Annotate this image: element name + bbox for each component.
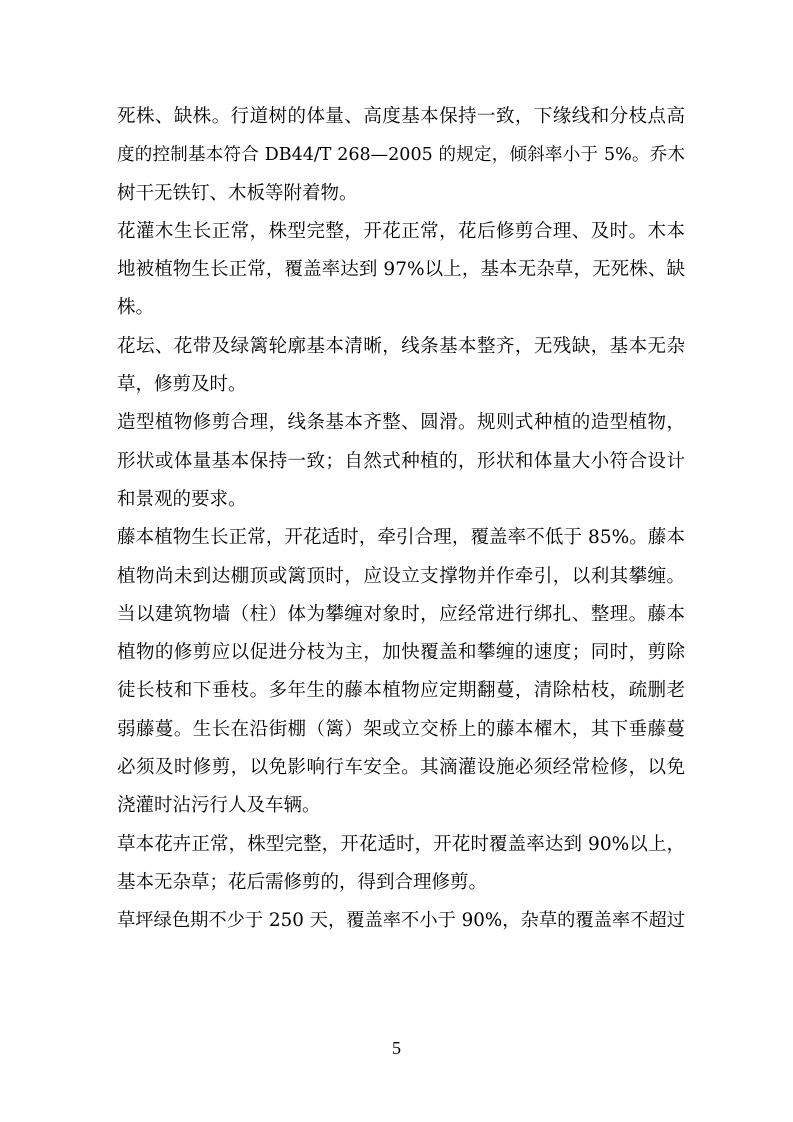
text-line: 度的控制基本符合 DB44/T 268—2005 的规定，倾斜率小于 5%。乔木	[117, 145, 685, 166]
text-line: 花灌木生长正常，株型完整，开花正常，花后修剪合理、及时。木本	[117, 220, 685, 242]
text-line: 草，修剪及时。	[117, 374, 247, 396]
text-line: 草坪绿色期不少于 250 天，覆盖率不小于 90%，杂草的覆盖率不超过	[117, 910, 685, 932]
text-line: 形状或体量基本保持一致；自然式种植的，形状和体量大小符合设计	[117, 450, 685, 472]
text-line: 造型植物修剪合理，线条基本齐整、圆滑。规则式种植的造型植物，	[117, 412, 685, 434]
text-line: 株。	[117, 297, 155, 319]
page-number: 5	[392, 1038, 401, 1058]
text-line: 死株、缺株。行道树的体量、高度基本保持一致，下缘线和分枝点高	[117, 106, 685, 127]
text-line: 植物尚未到达棚顶或篱顶时，应设立支撑物并作牵引，以利其攀缠。	[117, 565, 685, 587]
text-line: 当以建筑物墙（柱）体为攀缠对象时，应经常进行绑扎、整理。藤本	[117, 603, 685, 625]
text-line: 草本花卉正常，株型完整，开花适时，开花时覆盖率达到 90%以上，	[117, 833, 685, 855]
text-line: 和景观的要求。	[117, 488, 247, 510]
text-line: 树干无铁钉、木板等附着物。	[117, 182, 358, 204]
text-line: 地被植物生长正常，覆盖率达到 97%以上，基本无杂草，无死株、缺	[117, 259, 685, 281]
text-line: 植物的修剪应以促进分枝为主，加快覆盖和攀缠的速度；同时，剪除	[117, 642, 685, 664]
text-line: 必须及时修剪，以免影响行车安全。其滴灌设施必须经常检修，以免	[117, 757, 685, 779]
text-line: 藤本植物生长正常，开花适时，牵引合理，覆盖率不低于 85%。藤本	[117, 527, 685, 549]
text-line: 徒长枝和下垂枝。多年生的藤本植物应定期翻蔓，清除枯枝，疏删老	[117, 680, 685, 702]
text-line: 弱藤蔓。生长在沿街棚（篱）架或立交桥上的藤本櫂木，其下垂藤蔓	[117, 718, 685, 740]
text-line: 基本无杂草；花后需修剪的，得到合理修剪。	[117, 871, 488, 893]
text-line: 花坛、花带及绿篱轮廓基本清晰，线条基本整齐，无残缺，基本无杂	[117, 335, 685, 357]
text-line: 浇灌时沾污行人及车辆。	[117, 795, 321, 817]
body-text	[117, 98, 685, 941]
